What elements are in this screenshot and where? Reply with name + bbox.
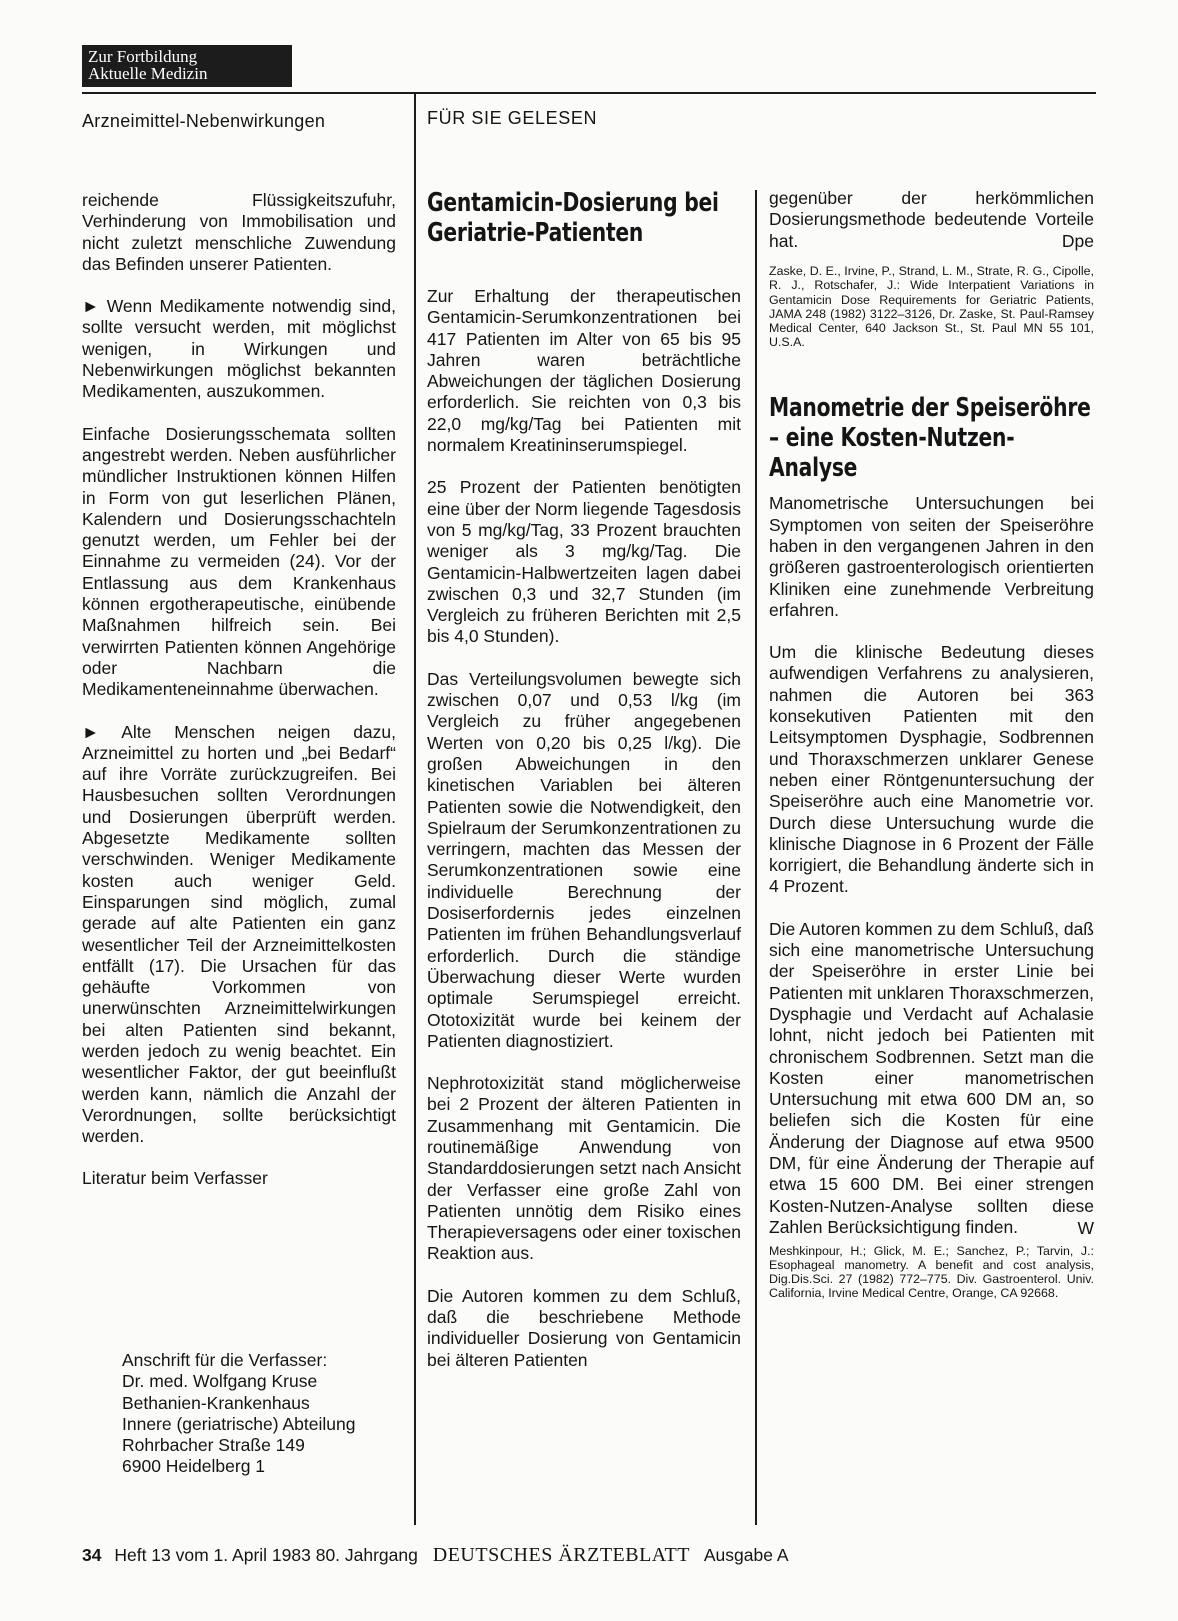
article-1-signature: Dpe	[1061, 230, 1094, 251]
address-line: Innere (geriatrische) Abteilung	[122, 1413, 356, 1434]
article-2-paragraph: Manometrische Untersuchungen bei Symptomen von seiten der Speiseröhre haben in den vergangenen Jahren in den größeren gastroenterologisch orientierten Kliniken eine zunehmende Verbreitung erfahren.	[769, 493, 1094, 620]
article-1-continuation-text: gegenüber der herkömmlichen Dosierungsmethode bedeutende Vorteile hat.	[769, 188, 1094, 251]
rubric-line-2: Aktuelle Medizin	[88, 64, 208, 83]
page-footer	[82, 1544, 789, 1567]
left-paragraph: Einfache Dosierungsschemata sollten angestrebt werden. Neben ausführlicher mündlicher Instruktionen können Hilfen in Form von gut leserlichen Plänen, Kalendern und Dosierungsschachteln genutzt werden, um Fehler bei der Einnahme zu vermeiden (24). Vor der Entlassung aus dem Krankenhaus können ergotherapeutische, einübende Maßnahmen hilfreich sein. Bei verwirrten Patienten können Angehörige oder Nachbarn die Medikamenteneinnahme überwachen.	[82, 423, 396, 700]
edition: Ausgabe A	[703, 1545, 789, 1565]
article-2-citation: Meshkinpour, H.; Glick, M. E.; Sanchez, P.; Tarvin, J.: Esophageal manometry. A benefit and cost analysis, Dig.Dis.Sci. 27 (1982) 772–775. Div. Gastroenterol. Univ. California, Irvine Medical Centre, Orange, CA 92668.	[769, 1243, 1094, 1301]
middle-column	[427, 188, 741, 1392]
page-number: 34	[82, 1545, 102, 1565]
article-1-paragraph: Die Autoren kommen zu dem Schluß, daß die beschriebene Methode individueller Dosierung von Gentamicin bei älteren Patienten	[427, 1285, 741, 1370]
address-line: 6900 Heidelberg 1	[122, 1456, 266, 1477]
article-1-paragraph: Das Verteilungsvolumen bewegte sich zwischen 0,07 und 0,53 l/kg (im Vergleich zu früher angegebenen Werten von 0,20 bis 0,25 l/kg). Die großen Abweichungen in den kinetischen Variablen bei älteren Patienten sowie die Notwendigkeit, den Spielraum der Serumkonzentrationen zu verringern, machten das Messen der Serumkonzentrationen sowie eine individuelle Berechnung der Dosiserfordernis jedes einzelnen Patienten im frühen Behandlungsverlauf erforderlich. Durch die ständige Überwachung dieser Werte wurden optimale Serumspiegel erreicht. Ototoxizität wurde bei keinem der Patienten diagnostiziert.	[427, 668, 741, 1051]
literature-note: Literatur beim Verfasser	[82, 1168, 268, 1189]
section-label-right: FÜR SIE GELESEN	[427, 108, 598, 128]
column-divider-1	[414, 94, 416, 1525]
right-column	[769, 188, 1094, 1344]
article-1-paragraph: Zur Erhaltung der therapeutischen Gentamicin-Serumkonzentrationen bei 417 Patienten im Alter von 65 bis 95 Jahren waren beträchtliche Abweichungen der täglichen Dosierung erforderlich. Sie reichten von 0,3 bis 22,0 mg/kg/Tag bei Patienten mit normalem Kreatininserumspiegel.	[427, 286, 741, 456]
article-1-paragraph: 25 Prozent der Patienten benötigten eine über der Norm liegende Tagesdosis von 5 mg/kg/Tag, 33 Prozent brauchten weniger als 3 mg/kg/Tag. Die Gentamicin-Halbwertzeiten lagen dabei zwischen 0,3 und 32,7 Stunden (im Vergleich zu früheren Berichten mit 2,5 bis 4,0 Stunden).	[427, 477, 741, 647]
author-address	[122, 1350, 355, 1478]
article-1-citation: Zaske, D. E., Irvine, P., Strand, L. M., Strate, R. G., Cipolle, R. J., Rotschafer, J.: Wide Interpatient Variations in Gentamicin Dose Requirements for Geriatric Patients, JAMA 248 (1982) 3122–3126, Dr. Zaske, St. Paul-Ramsey Medical Center, 640 Jackson St., St. Paul MN 55 101, U.S.A.	[769, 264, 1094, 350]
issue-info: Heft 13 vom 1. April 1983 80. Jahrgang	[114, 1545, 418, 1565]
left-paragraph: ► Alte Menschen neigen dazu, Arzneimittel zu horten und „bei Bedarf“ auf ihre Vorräte zurückzugreifen. Bei Hausbesuchen sollten Verordnungen und Dosierungen überprüft werden. Abgesetzte Medikamente sollten verschwinden. Weniger Medikamente kosten auch weniger Geld. Einsparungen sind möglich, zumal gerade auf alte Patienten ein ganz wesentlicher Teil der Arzneimittelkosten entfällt (17). Die Ursachen für das gehäufte Vorkommen von unerwünschten Arzneimittelwirkungen bei alten Patienten sind bekannt, werden jedoch zu wenig beachtet. Ein wesentlicher Faktor, der gut beeinflußt werden kann, nämlich die Anzahl der Verordnungen, sollte berücksichtigt werden.	[82, 721, 396, 1147]
address-line: Bethanien-Krankenhaus	[122, 1392, 310, 1413]
article-2-last-paragraph: Die Autoren kommen zu dem Schluß, daß sich eine manometrische Untersuchung der Speiseröhre in erster Linie bei Patienten mit unklaren Thoraxschmerzen, Dysphagie und Verdacht auf Achalasie lohnt, nicht jedoch bei Patienten mit chronischem Sodbrennen. Setzt man die Kosten einer manometrischen Untersuchung mit etwa 600 DM an, so beliefen sich die Kosten für eine Änderung der Diagnose auf etwa 9500 DM, für eine Änderung der Therapie auf etwa 15 600 DM. Bei einer strengen Kosten-Nutzen-Analyse sollten diese Zahlen Berücksichtigung finden.	[769, 918, 1094, 1237]
article-2-paragraph: Um die klinische Bedeutung dieses aufwendigen Verfahrens zu analysieren, nahmen die Autoren bei 363 konsekutiven Patienten mit den Leitsymptomen Dysphagie, Sodbrennen und Thoraxschmerzen unklarer Genese neben einer Röntgenuntersuchung der Speiseröhre auch eine Manometrie vor. Durch diese Untersuchung wurde die klinische Diagnose in 6 Prozent der Fälle korrigiert, die Behandlung änderte sich in 4 Prozent.	[769, 642, 1094, 897]
address-line: Anschrift für die Verfasser:	[122, 1350, 328, 1370]
article-2-title: Manometrie der Speiseröhre – eine Kosten-Nutzen-Analyse	[769, 393, 1091, 484]
article-1-title: Gentamicin-Dosierung bei Geriatrie-Patienten	[427, 188, 719, 248]
journal-name: DEUTSCHES ÄRZTEBLATT	[432, 1544, 690, 1566]
address-line: Rohrbacher Straße 149	[122, 1435, 305, 1456]
header-rule	[82, 92, 1096, 94]
rubric-box	[82, 45, 292, 87]
column-divider-2	[755, 190, 757, 1525]
article-1-paragraph: Nephrotoxizität stand möglicherweise bei 2 Prozent der älteren Patienten in Zusammenhang mit Gentamicin. Die routinemäßige Anwendung von Standarddosierungen setzt nach Ansicht der Verfasser eine große Zahl von Patienten unnötig dem Risiko eines Therapieversagens oder einer toxischen Reaktion aus.	[427, 1073, 741, 1264]
left-paragraph: ► Wenn Medikamente notwendig sind, sollte versucht werden, mit möglichst wenigen, in Wirkungen und Nebenwirkungen möglichst bekannten Medikamenten, auszukommen.	[82, 296, 396, 402]
section-label-left: Arzneimittel-Nebenwirkungen	[82, 111, 326, 131]
address-line: Dr. med. Wolfgang Kruse	[122, 1371, 318, 1392]
left-column	[82, 190, 396, 1217]
article-2-signature: W	[1077, 1218, 1094, 1239]
article-1-signature-line	[769, 231, 1094, 252]
left-paragraph: reichende Flüssigkeitszufuhr, Verhinderung von Immobilisation und nicht zuletzt menschliche Zuwendung das Befinden unserer Patienten.	[82, 190, 396, 274]
rubric-line-1: Zur Fortbildung	[88, 47, 198, 66]
